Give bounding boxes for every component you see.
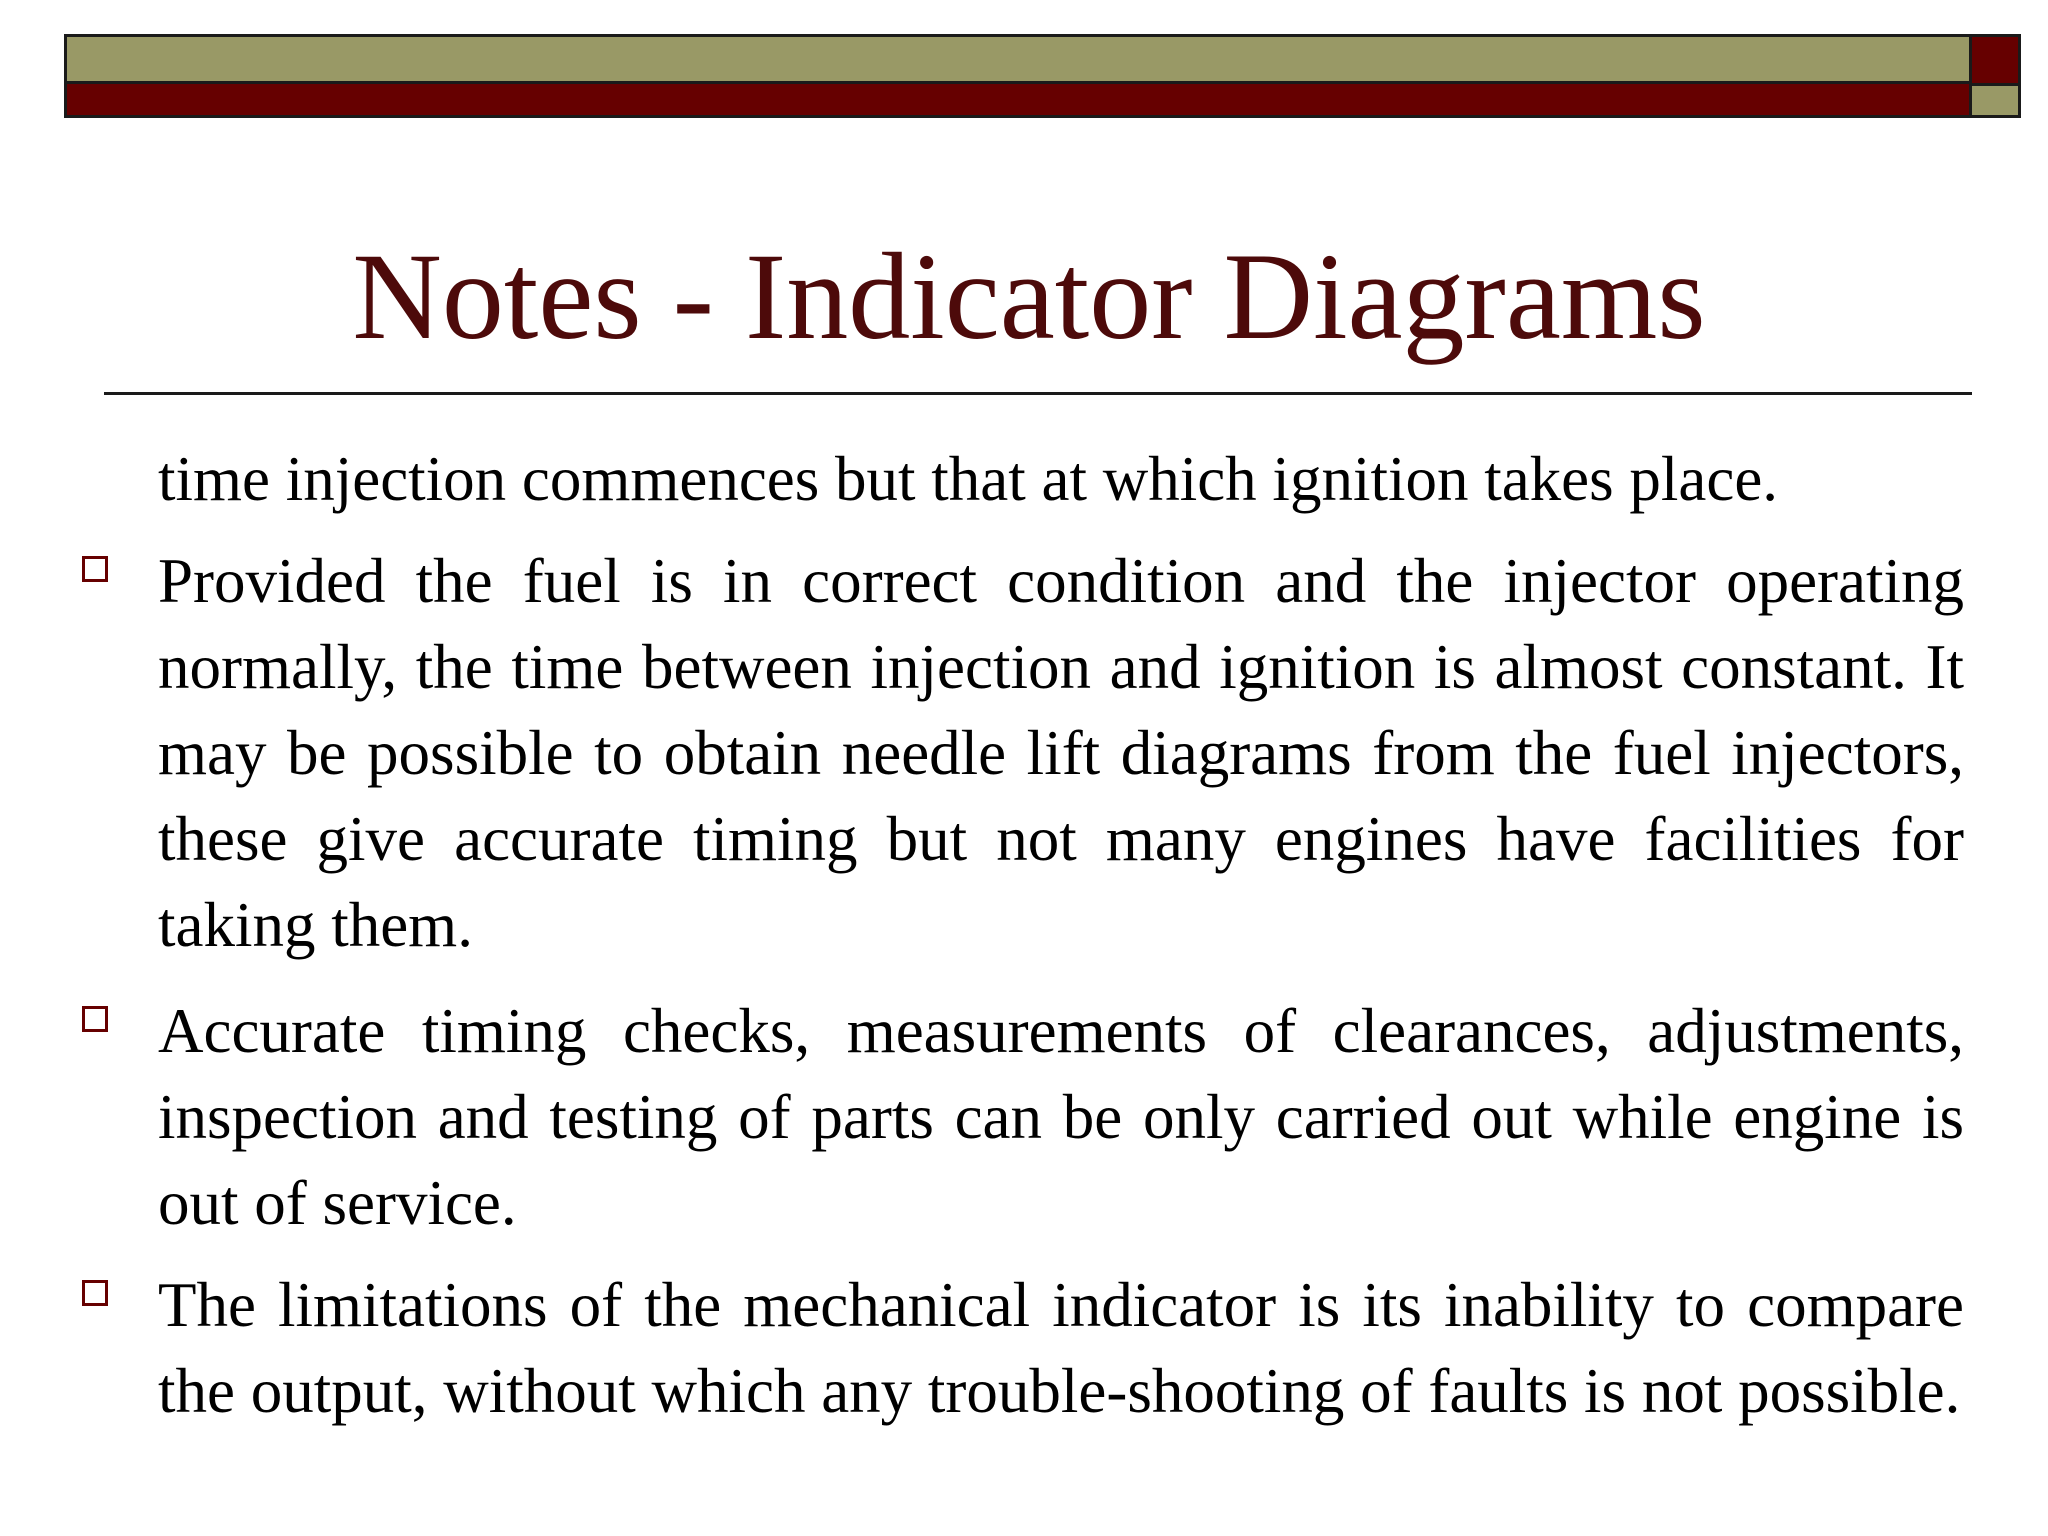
bullet-text-1: Provided the fuel is in correct condition and the injector operating normally, the time between injection and ignition is almost constant. It may be possible to obtain needle lift diagrams from the fuel injectors, these give accurate timing but not many engines have facilities for taking them. [158, 546, 1964, 960]
square-bullet-icon [82, 1006, 108, 1032]
header-corner-maroon-square [1969, 34, 2021, 86]
continuation-text: time injection commences but that at which ignition takes place. [158, 444, 1779, 514]
slide-title: Notes - Indicator Diagrams [352, 228, 1706, 365]
square-bullet-icon [82, 1280, 108, 1306]
header-corner-olive-square [1969, 86, 2021, 118]
square-bullet-icon [82, 556, 108, 582]
header-maroon-bar [64, 84, 1972, 118]
bullet-text-3: The limitations of the mechanical indicator is its inability to compare the output, without which any trouble-shooting of faults is not possible. [158, 1270, 1964, 1426]
title-divider [104, 392, 1972, 395]
header-olive-bar [64, 34, 1972, 84]
bullet-text-2: Accurate timing checks, measurements of clearances, adjustments, inspection and testing of parts can be only carried out while engine is out of service. [158, 996, 1964, 1238]
